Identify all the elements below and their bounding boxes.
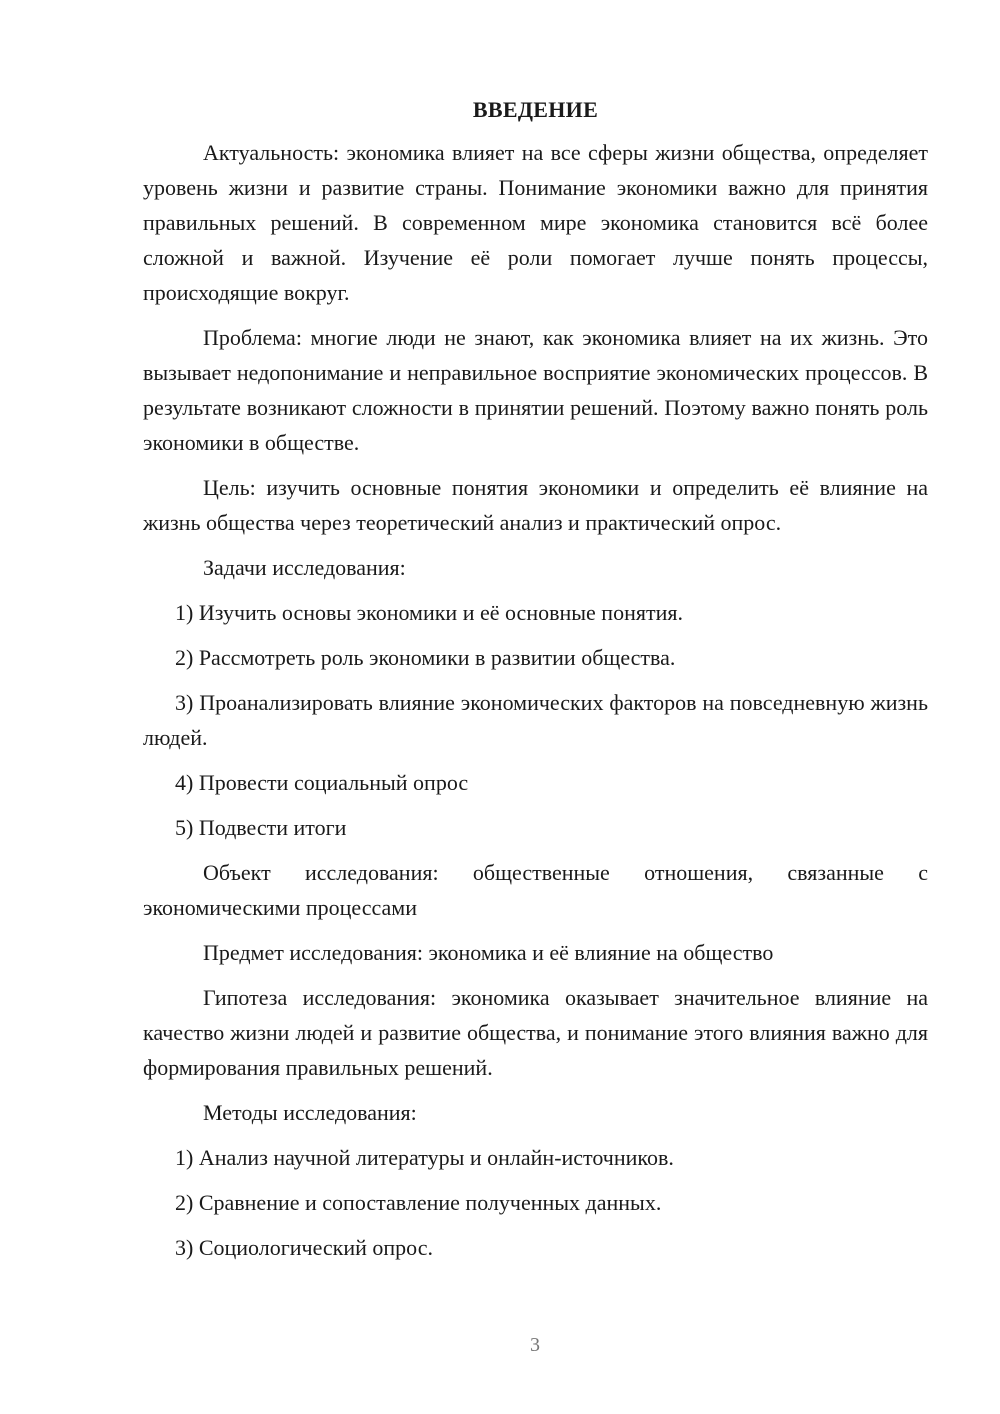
task-item: 1) Изучить основы экономики и её основные понятия. <box>175 600 683 625</box>
methods-list <box>143 1140 928 1265</box>
task-item: 4) Провести социальный опрос <box>175 770 469 795</box>
method-item: 3) Социологический опрос. <box>175 1235 433 1260</box>
hypothesis-paragraph: Гипотеза исследования: экономика оказывает значительное влияние на качество жизни людей и развитие общества, и понимание этого влияния важно для формирования правильных решений. <box>143 985 928 1080</box>
subject-paragraph: Предмет исследования: экономика и её влияние на общество <box>203 940 774 965</box>
object-paragraph: Объект исследования: общественные отношения, связанные с экономическими процессами <box>143 860 928 920</box>
task-item: 2) Рассмотреть роль экономики в развитии общества. <box>175 645 676 670</box>
tasks-heading: Задачи исследования: <box>203 555 406 580</box>
task-item: 5) Подвести итоги <box>175 815 347 840</box>
goal-paragraph: Цель: изучить основные понятия экономики и определить её влияние на жизнь общества через теоретический анализ и практический опрос. <box>143 475 928 535</box>
methods-heading: Методы исследования: <box>203 1100 417 1125</box>
document-page <box>143 95 928 1275</box>
relevance-paragraph: Актуальность: экономика влияет на все сферы жизни общества, определяет уровень жизни и развитие страны. Понимание экономики важно для принятия правильных решений. В современном мире экономика становится всё более сложной и важной. Изучение её роли помогает лучше понять процессы, происходящие вокруг. <box>143 140 928 305</box>
method-item: 2) Сравнение и сопоставление полученных данных. <box>175 1190 662 1215</box>
page-number: 3 <box>530 1334 540 1356</box>
task-item: 3) Проанализировать влияние экономических факторов на повседневную жизнь людей. <box>143 690 928 750</box>
page-title: ВВЕДЕНИЕ <box>472 97 599 122</box>
tasks-list <box>143 595 928 845</box>
method-item: 1) Анализ научной литературы и онлайн-источников. <box>175 1145 674 1170</box>
problem-paragraph: Проблема: многие люди не знают, как экономика влияет на их жизнь. Это вызывает недопонимание и неправильное восприятие экономических процессов. В результате возникают сложности в принятии решений. Поэтому важно понять роль экономики в обществе. <box>143 325 928 455</box>
